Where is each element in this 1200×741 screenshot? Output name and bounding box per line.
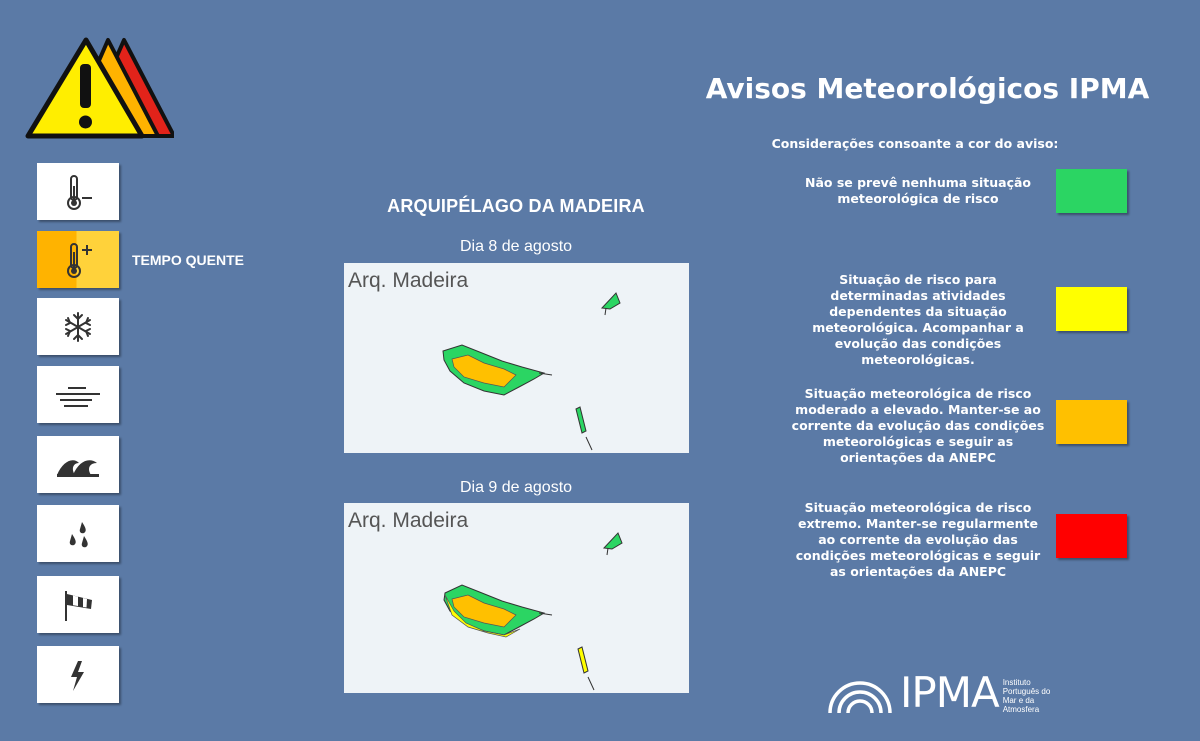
desertas-island [576, 407, 586, 433]
lightning-icon [58, 655, 98, 695]
ipma-subtitle: Instituto Português do Mar e da Atmosfera [1002, 677, 1051, 714]
legend-red-swatch [1056, 514, 1127, 558]
hazard-rain-tile[interactable] [37, 505, 119, 562]
legend-green-text: Não se prevê nenhuma situação meteorológica de risco [804, 175, 1032, 206]
wave-icon [53, 445, 103, 485]
snowflake-icon [58, 307, 98, 347]
ipma-wordmark: IPMA [900, 668, 999, 717]
day-label: Dia 9 de agosto [459, 479, 573, 496]
legend-orange-text: Situação meteorológica de risco moderado a elevado. Manter-se ao corrente da evolução das condições meteorológicas e seguir as orientações da ANEPC [791, 386, 1045, 465]
warning-map-day-2[interactable] [344, 503, 689, 693]
thermometer-plus-icon [58, 240, 98, 280]
desertas-island [578, 647, 588, 673]
hazard-thunder-tile[interactable] [37, 646, 119, 703]
map-name: Arq. Madeira [348, 509, 469, 532]
fog-icon [48, 375, 108, 415]
legend-yellow-text: Situação de risco para determinadas atividades dependentes da situação meteorológica. Acompanhar a evolução das condições meteorológicas. [812, 272, 1024, 367]
thermometer-minus-icon [58, 172, 98, 212]
hazard-snow-tile[interactable] [37, 298, 119, 355]
day-label: Dia 8 de agosto [459, 238, 573, 255]
active-hazard-label: TEMPO QUENTE [132, 252, 245, 268]
hazard-cold-tile[interactable] [37, 163, 119, 220]
warning-triangle-icon [24, 36, 174, 142]
porto-santo-island [604, 533, 622, 549]
ipma-arcs-icon [826, 673, 894, 713]
ipma-logo [826, 668, 1063, 717]
map-name: Arq. Madeira [348, 269, 469, 292]
page-title: Avisos Meteorológicos IPMA [705, 72, 1150, 105]
legend-green-swatch [1056, 169, 1127, 213]
legend-orange-swatch [1056, 400, 1127, 444]
windsock-icon [58, 585, 98, 625]
raindrops-icon [58, 514, 98, 554]
legend-red-text: Situação meteorológica de risco extremo. Manter-se regularmente ao corrente da evolução das condições meteorológicas e seguir as orientações da ANEPC [795, 500, 1041, 579]
hazard-sea-tile[interactable] [37, 436, 119, 493]
hazard-wind-tile[interactable] [37, 576, 119, 633]
legend-yellow-swatch [1056, 287, 1127, 331]
hazard-hot-tile[interactable] [37, 231, 119, 288]
region-title: ARQUIPÉLAGO DA MADEIRA [387, 196, 645, 216]
warning-map-day-1[interactable] [344, 263, 689, 453]
porto-santo-island [602, 293, 620, 309]
hazard-fog-tile[interactable] [37, 366, 119, 423]
considerations-heading: Considerações consoante a cor do aviso: [771, 136, 1059, 151]
